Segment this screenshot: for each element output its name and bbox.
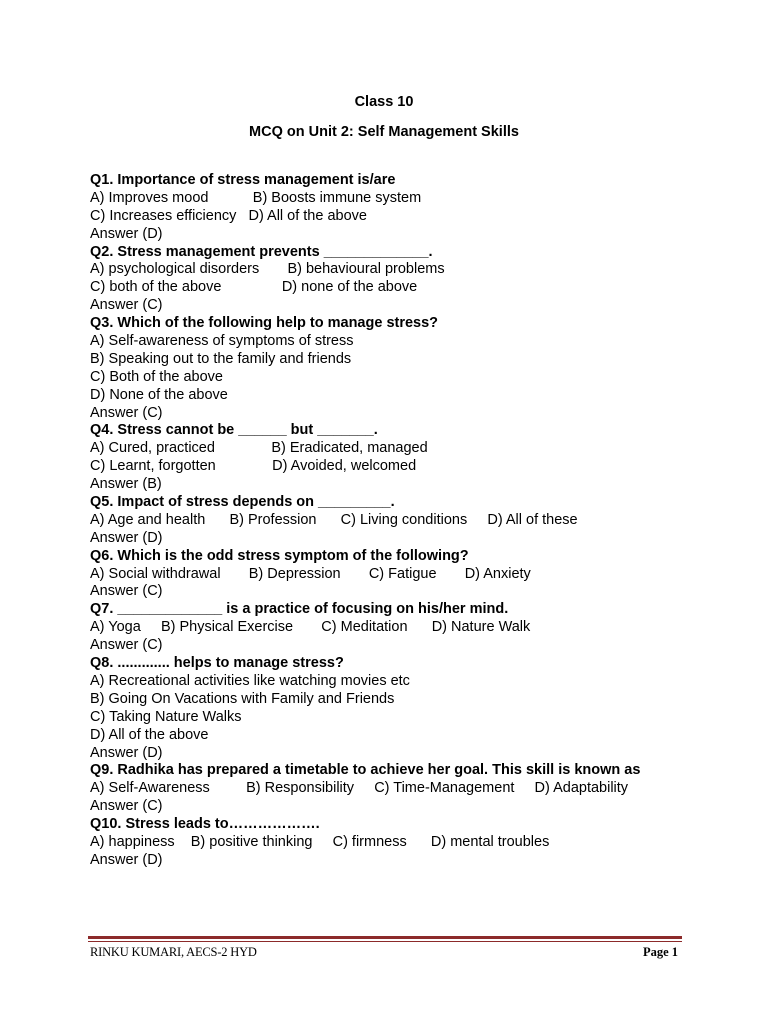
answer-options: A) Self-Awareness B) Responsibility C) Time-Management D) Adaptability (90, 780, 629, 797)
answer-options: A) Social withdrawal B) Depression C) Fatigue D) Anxiety (90, 565, 531, 582)
answer-options: A) psychological disorders B) behavioural problems (90, 261, 445, 278)
question-text: Q7. _____________ is a practice of focusing on his/her mind. (90, 601, 509, 618)
question-text: Q9. Radhika has prepared a timetable to achieve her goal. This skill is known as (90, 762, 641, 779)
question-block (90, 172, 760, 244)
answer-options: C) Taking Nature Walks (90, 708, 242, 725)
answer-key: Answer (B) (90, 476, 162, 493)
question-text: Q10. Stress leads to………………. (90, 816, 320, 833)
question-text: Q6. Which is the odd stress symptom of the following? (90, 547, 469, 564)
question-block (90, 601, 760, 655)
answer-options: A) Yoga B) Physical Exercise C) Meditation D) Nature Walk (90, 619, 531, 636)
answer-key: Answer (C) (90, 798, 163, 815)
answer-options: D) None of the above (90, 386, 228, 403)
answer-options: A) Self-awareness of symptoms of stress (90, 333, 354, 350)
question-block (90, 422, 760, 494)
answer-key: Answer (D) (90, 225, 163, 242)
answer-options: B) Speaking out to the family and friends (90, 350, 352, 367)
footer-rule-thin (88, 941, 682, 942)
answer-options: C) both of the above D) none of the above (90, 279, 418, 296)
answer-options: C) Both of the above (90, 368, 223, 385)
question-block (90, 816, 760, 870)
answer-options: A) Age and health B) Profession C) Living conditions D) All of these (90, 511, 578, 528)
answer-key: Answer (D) (90, 744, 163, 761)
footer-author: RINKU KUMARI, AECS-2 HYD (90, 945, 257, 959)
page-title: MCQ on Unit 2: Self Management Skills (249, 124, 519, 140)
page-class-heading: Class 10 (354, 94, 414, 110)
answer-options: A) Improves mood B) Boosts immune system (90, 189, 422, 206)
question-block (90, 315, 760, 422)
answer-options: D) All of the above (90, 726, 209, 743)
question-text: Q8. ............. helps to manage stress? (90, 655, 344, 672)
question-text: Q2. Stress management prevents _____________. (90, 243, 433, 260)
answer-options: C) Learnt, forgotten D) Avoided, welcomed (90, 458, 417, 475)
answer-key: Answer (C) (90, 404, 163, 421)
question-block (90, 548, 760, 602)
answer-options: A) happiness B) positive thinking C) firmness D) mental troubles (90, 833, 550, 850)
answer-key: Answer (C) (90, 583, 163, 600)
answer-options: C) Increases efficiency D) All of the above (90, 207, 367, 224)
question-block (90, 244, 760, 316)
answer-options: B) Going On Vacations with Family and Friends (90, 690, 395, 707)
question-text: Q1. Importance of stress management is/are (90, 172, 396, 188)
question-text: Q5. Impact of stress depends on _________. (90, 494, 395, 511)
answer-key: Answer (D) (90, 851, 163, 868)
question-text: Q3. Which of the following help to manage stress? (90, 315, 439, 332)
answer-key: Answer (C) (90, 637, 163, 654)
answer-options: A) Cured, practiced B) Eradicated, managed (90, 440, 428, 457)
footer-page-number: Page 1 (642, 945, 678, 959)
answer-key: Answer (D) (90, 529, 163, 546)
question-text: Q4. Stress cannot be ______ but _______. (90, 422, 378, 439)
question-block (90, 655, 760, 762)
answer-key: Answer (C) (90, 297, 163, 314)
question-block (90, 494, 760, 548)
footer-rule-thick (88, 936, 682, 939)
answer-options: A) Recreational activities like watching movies etc (90, 672, 410, 689)
question-list (90, 172, 760, 870)
question-block (90, 762, 760, 816)
